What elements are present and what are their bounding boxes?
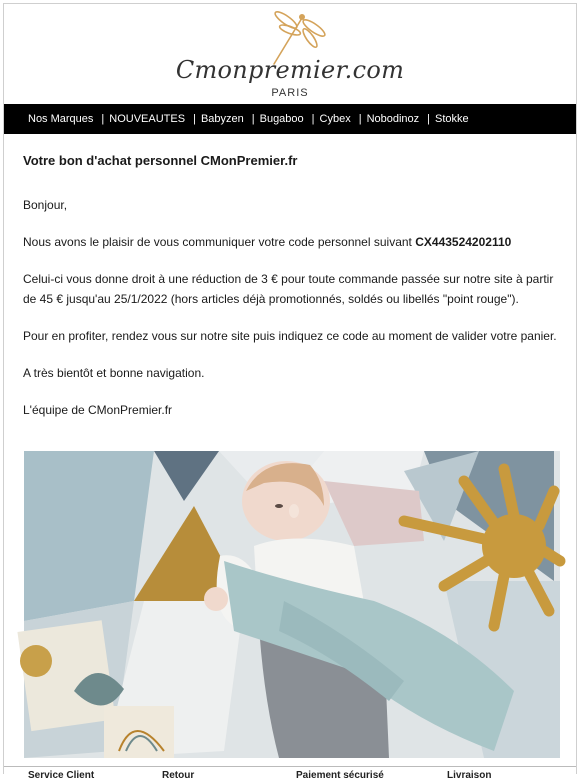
code-intro-text: Nous avons le plaisir de vous communiquer votre code personnel suivant (23, 235, 416, 249)
logo-subtitle: PARIS (271, 87, 309, 99)
nav-separator: | (311, 113, 315, 125)
nav-item-nos-marques[interactable]: Nos Marques (28, 113, 94, 125)
hero-photo[interactable] (24, 451, 560, 758)
nav-item-cybex[interactable]: Cybex (319, 113, 351, 125)
nav-item-babyzen[interactable]: Babyzen (200, 113, 244, 125)
footer-paiement[interactable]: Paiement sécurisé (296, 770, 384, 781)
voucher-code: CX443524202110 (415, 235, 512, 249)
nav-separator: | (427, 113, 431, 125)
email-body (23, 151, 568, 437)
signature-text: L'équipe de CMonPremier.fr (23, 403, 173, 417)
code-paragraph (23, 232, 568, 252)
nav-separator: | (193, 113, 196, 125)
nav-separator: | (358, 113, 362, 125)
nav-item-nouveautes[interactable]: NOUVEAUTES (109, 113, 186, 125)
logo-wordmark: Cmonpremier.com (175, 56, 405, 84)
logo-header[interactable] (4, 4, 576, 104)
footer-retour[interactable]: Retour (162, 770, 195, 781)
nav-separator: | (101, 113, 105, 125)
footer-links (4, 766, 576, 781)
email-frame (3, 3, 577, 781)
discount-text: Celui-ci vous donne droit à une réduction de 3 € pour toute commande passée sur notre site à partir de 45 € jusqu'au 25/1/2022 (hors articles déjà promotionnés, soldés ou libellés "point rouge"). (23, 272, 554, 306)
nav-item-nobodinoz[interactable]: Nobodinoz (366, 113, 420, 125)
nav-item-stokke[interactable]: Stokke (435, 113, 469, 125)
closing-text: A très bientôt et bonne navigation. (23, 366, 205, 380)
instructions-text: Pour en profiter, rendez vous sur notre site puis indiquez ce code au moment de valider votre panier. (23, 329, 557, 343)
brand-nav (4, 104, 576, 134)
nav-separator: | (251, 113, 255, 125)
footer-livraison[interactable]: Livraison (447, 770, 492, 781)
email-title: Votre bon d'achat personnel CMonPremier.fr (23, 153, 298, 168)
baby-playmat-image (24, 451, 560, 758)
nav-item-bugaboo[interactable]: Bugaboo (259, 113, 304, 125)
footer-service-client[interactable]: Service Client (28, 770, 95, 781)
greeting-text: Bonjour, (23, 198, 68, 212)
